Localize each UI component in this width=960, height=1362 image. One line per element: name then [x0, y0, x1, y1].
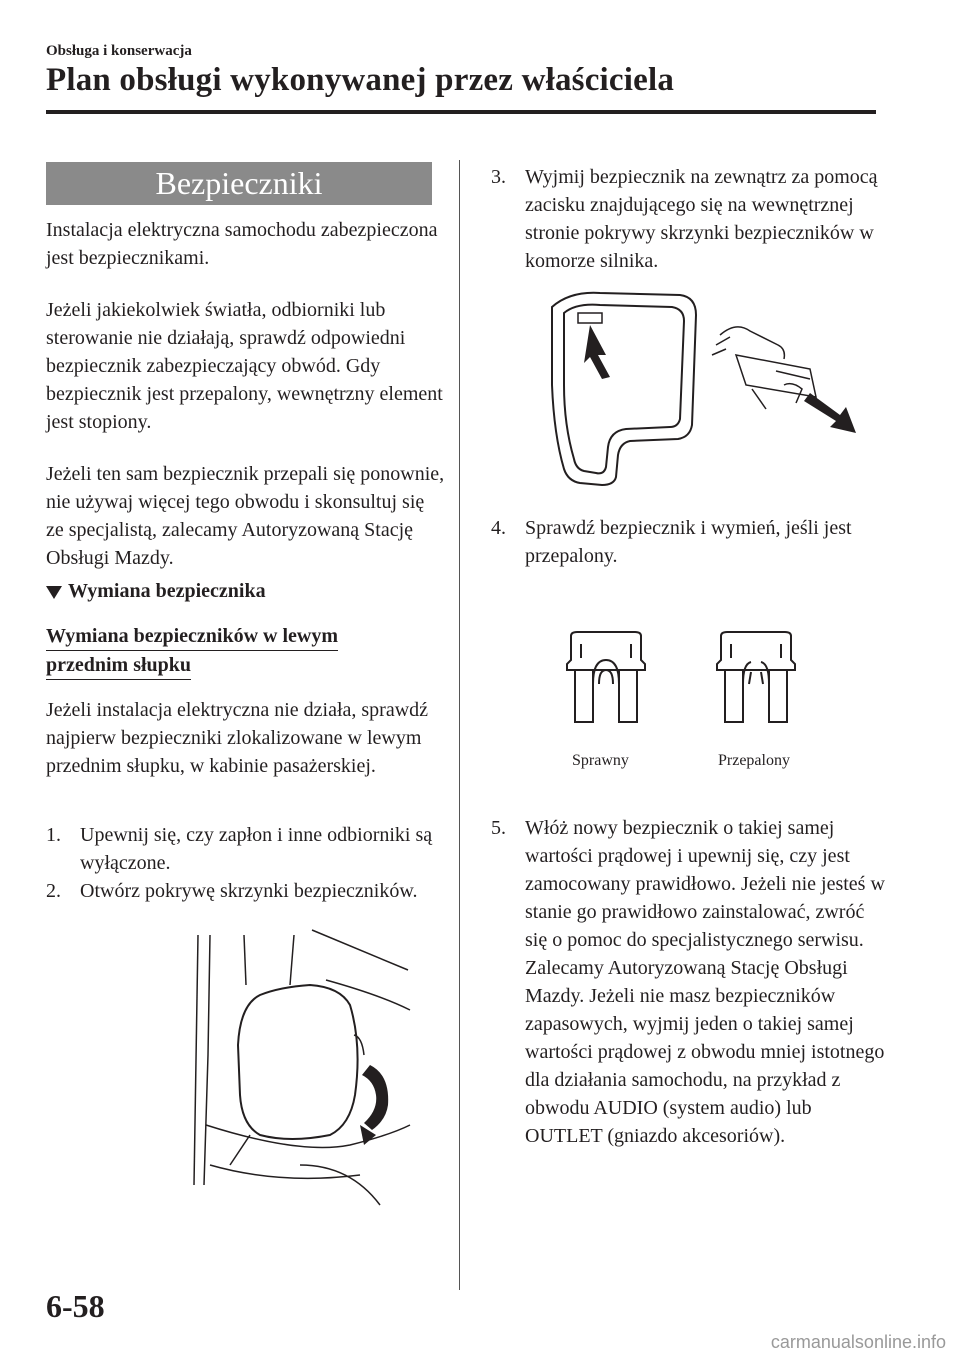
- good-fuse-illustration: [563, 630, 649, 726]
- blown-fuse-illustration: [713, 630, 799, 726]
- fuse-cover-illustration: [150, 925, 420, 1215]
- caption-good-fuse: Sprawny: [572, 752, 629, 769]
- triangle-icon: [46, 586, 62, 599]
- page-title: Plan obsługi wykonywanej przez właściciela: [46, 62, 675, 98]
- fuse-puller-illustration: [540, 285, 860, 490]
- page-number: 6-58: [46, 1288, 105, 1324]
- title-divider: [46, 110, 876, 114]
- subheading-replacement: Wymiana bezpiecznika: [46, 580, 266, 603]
- paragraph-intro: Instalacja elektryczna samochodu zabezpieczona jest bezpiecznikami.: [46, 219, 438, 269]
- paragraph-repeat-blow: Jeżeli ten sam bezpiecznik przepali się ponownie, nie używaj więcej tego obwodu i skonsultuj się ze specjalistą, zalecamy Autoryzowaną Stację Obsługi Mazdy.: [46, 463, 445, 569]
- watermark: carmanualsonline.info: [770, 1332, 946, 1352]
- section-label: Obsługa i konserwacja: [46, 43, 192, 59]
- column-divider: [459, 160, 460, 1290]
- paragraph-check-fuse: Jeżeli jakiekolwiek światła, odbiorniki lub sterowanie nie działają, sprawdź odpowiedni bezpiecznik zabezpieczający obwód. Gdy bezpiecznik jest przepalony, wewnętrzny element jest stopiony.: [46, 299, 443, 433]
- underlined-heading: Wymiana bezpieczników w lewym przednim słupku: [46, 622, 338, 680]
- section-banner: Bezpieczniki: [46, 162, 432, 205]
- caption-blown-fuse: Przepalony: [718, 752, 790, 769]
- paragraph-check-first: Jeżeli instalacja elektryczna nie działa, sprawdź najpierw bezpieczniki zlokalizowane w lewym przednim słupku, w kabinie pasażerskiej.: [46, 699, 429, 777]
